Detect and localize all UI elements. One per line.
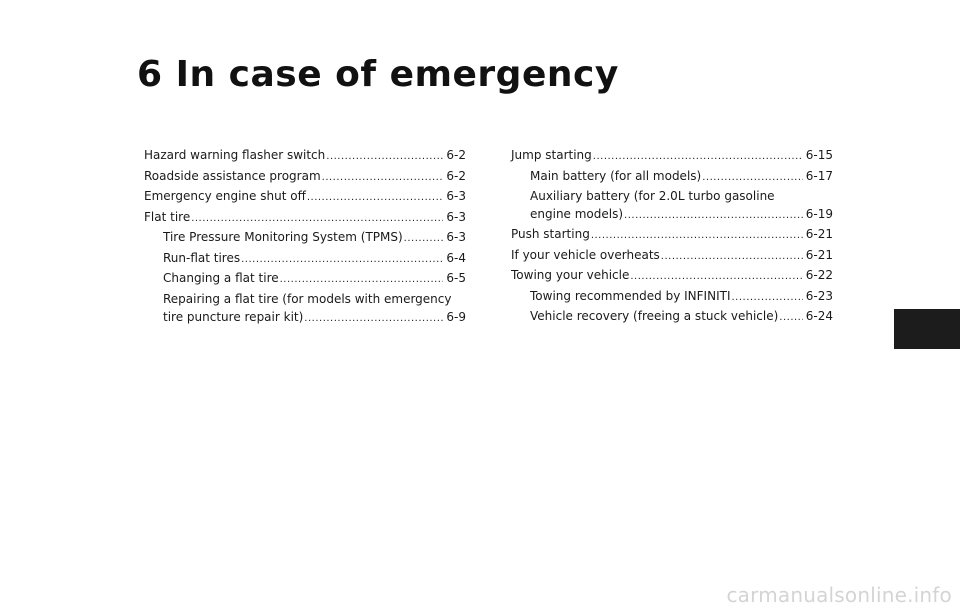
- toc-entry-label: Push starting: [511, 227, 590, 241]
- toc-entry-label: Tire Pressure Monitoring System (TPMS): [163, 230, 403, 244]
- dot-leader: [304, 310, 443, 328]
- toc-entry-page: 6-9: [446, 309, 466, 324]
- toc-entry-page: 6-5: [446, 271, 466, 285]
- toc-entry-label: If your vehicle overheats: [511, 247, 660, 262]
- toc-entry-label: Flat tire: [144, 209, 191, 224]
- toc-entry-page: 6-24: [805, 309, 833, 323]
- dot-leader: [326, 148, 443, 167]
- dot-leader: [624, 207, 803, 225]
- toc-entry-page: 6-15: [805, 148, 833, 162]
- toc-entry-tpms[interactable]: [144, 228, 466, 249]
- toc-entry-towing-your-vehicle[interactable]: [511, 266, 833, 287]
- toc-entry-changing-a-flat-tire[interactable]: [144, 269, 466, 290]
- toc-entry-vehicle-overheats[interactable]: [511, 246, 833, 267]
- toc-entry-jump-starting[interactable]: [511, 146, 833, 167]
- toc-entry-label: Towing recommended by INFINITI: [530, 288, 731, 303]
- toc-entry-vehicle-recovery[interactable]: [511, 307, 833, 328]
- toc-entry-emergency-engine-shut-off[interactable]: [144, 187, 466, 208]
- toc-entry-label: Run-flat tires: [163, 250, 241, 265]
- watermark: carmanualsonline.info: [726, 583, 952, 607]
- dot-leader: [779, 309, 802, 328]
- toc-entry-label: Roadside assistance program: [144, 168, 321, 183]
- chapter-thumb-tab: [894, 309, 960, 349]
- toc-entry-label-line1: Repairing a flat tire (for models with emergency: [163, 291, 452, 306]
- dot-leader: [191, 210, 443, 229]
- dot-leader: [593, 148, 803, 167]
- dot-leader: [404, 230, 444, 249]
- toc-entry-run-flat-tires[interactable]: [144, 249, 466, 270]
- chapter-title: 6 In case of emergency: [137, 54, 619, 96]
- toc-column-left: [144, 146, 466, 328]
- toc-entry-page: 6-21: [805, 247, 833, 262]
- toc-entry-page: 6-19: [805, 207, 833, 221]
- toc-entry-label: Vehicle recovery (freeing a stuck vehicle): [530, 309, 779, 323]
- toc-entry-page: 6-3: [446, 230, 466, 244]
- dot-leader: [661, 248, 803, 267]
- toc-entry-push-starting[interactable]: [511, 225, 833, 246]
- toc-entry-repairing-a-flat-tire[interactable]: [144, 290, 466, 328]
- dot-leader: [307, 189, 444, 208]
- toc-entry-main-battery[interactable]: [511, 167, 833, 188]
- dot-leader: [731, 289, 802, 308]
- toc-entry-page: 6-4: [446, 250, 466, 265]
- toc-entry-auxiliary-battery[interactable]: [511, 187, 833, 225]
- toc-entry-label: Jump starting: [511, 148, 592, 162]
- toc-entry-label: Main battery (for all models): [530, 168, 702, 183]
- dot-leader: [280, 271, 444, 290]
- toc-entry-hazard-warning-flasher-switch[interactable]: [144, 146, 466, 167]
- dot-leader: [702, 169, 803, 188]
- toc-entry-towing-recommended[interactable]: [511, 287, 833, 308]
- toc-entry-label-line2: tire puncture repair kit): [163, 309, 304, 324]
- toc-entry-page: 6-2: [446, 168, 466, 183]
- toc-entry-label: Emergency engine shut off: [144, 189, 306, 203]
- dot-leader: [591, 227, 803, 246]
- toc-entry-page: 6-3: [446, 209, 466, 224]
- dot-leader: [241, 251, 443, 270]
- toc-entry-label: Hazard warning flasher switch: [144, 148, 326, 162]
- toc-entry-roadside-assistance-program[interactable]: [144, 167, 466, 188]
- toc-entry-page: 6-23: [805, 288, 833, 303]
- toc-entry-label-line1: Auxiliary battery (for 2.0L turbo gasoline: [530, 189, 775, 203]
- toc-entry-page: 6-3: [446, 189, 466, 203]
- toc-column-right: [511, 146, 833, 328]
- dot-leader: [322, 169, 444, 188]
- toc-entry-label-line2: engine models): [530, 207, 624, 221]
- toc-entry-label: Changing a flat tire: [163, 271, 279, 285]
- toc-entry-label: Towing your vehicle: [511, 268, 630, 282]
- dot-leader: [630, 268, 802, 287]
- toc-entry-page: 6-17: [805, 168, 833, 183]
- toc-entry-page: 6-22: [805, 268, 833, 282]
- toc-entry-page: 6-21: [805, 227, 833, 241]
- toc-entry-flat-tire[interactable]: [144, 208, 466, 229]
- toc-entry-page: 6-2: [446, 148, 466, 162]
